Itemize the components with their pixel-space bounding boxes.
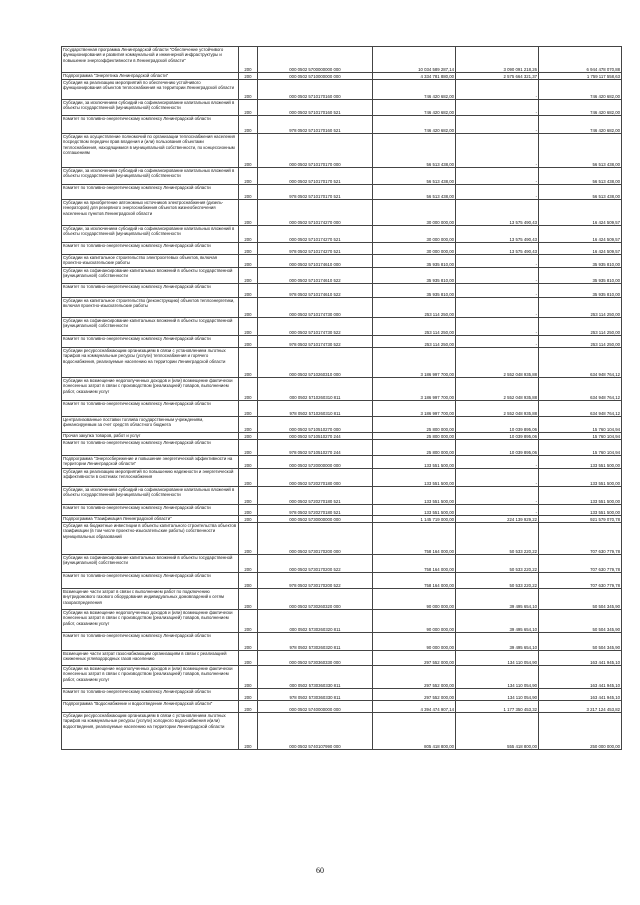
row-name-cell: Государственная программа Ленинградской области "Обеспечение устойчивого функционирования и развития коммунальной и инженерной инфраструктуры и повышение энергоэффективности в Ленинградской области" [62,47,239,73]
table-row [62,255,622,268]
table-row [62,456,622,469]
row-name-cell: Субсидии ресурсоснабжающим организациям в связи с установлением льготных тарифов на коммунальные ресурсы (услуги) теплоснабжения и горячего водоснабжения, реализуемые населению на территории Ленинградской области [62,348,239,378]
row-code-cell: 200 [239,298,258,318]
row-kbk-cell: 000 0502 5740000000 000 [258,701,373,713]
row-kbk-cell: 000 0502 5730170200 000 [258,523,373,555]
row-kbk-cell: 000 0502 5730170200 522 [258,555,373,573]
row-unexecuted-cell: 746 420 682,00 [539,100,622,116]
row-approved-cell: 133 551 500,00 [373,469,456,487]
row-approved-cell: 90 000 000,00 [373,610,456,633]
row-executed-cell: 13 575 490,43 [456,226,539,243]
table-row [62,651,622,666]
row-name-cell: Субсидии на капитальное строительство (реконструкцию) объектов теплоэнергетики, включая проектно-изыскательские работы [62,298,239,318]
row-unexecuted-cell: 15 760 104,94 [539,417,622,433]
table-row [62,516,622,523]
table-row [62,573,622,589]
row-executed-cell: 134 110 054,90 [456,666,539,689]
row-name-cell: Комитет по топливно-энергетическому комплексу Ленинградской области [62,505,239,516]
row-approved-cell: 56 513 438,00 [373,185,456,200]
row-unexecuted-cell: 634 948 764,12 [539,348,622,378]
row-name-cell: Комитет по топливно-энергетическому комплексу Ленинградской области [62,689,239,701]
row-code-cell: 200 [239,318,258,336]
row-executed-cell: 50 533 220,22 [456,573,539,589]
row-executed-cell: 2 552 048 935,88 [456,378,539,401]
row-executed-cell: 2 552 048 935,88 [456,348,539,378]
row-code-cell: 200 [239,116,258,134]
row-code-cell: 200 [239,487,258,505]
row-unexecuted-cell: 707 630 779,78 [539,573,622,589]
row-unexecuted-cell: 163 441 945,10 [539,666,622,689]
row-executed-cell: 10 039 895,06 [456,417,539,433]
table-row [62,116,622,134]
table-row [62,689,622,701]
row-unexecuted-cell: 3 217 124 453,82 [539,701,622,713]
row-kbk-cell: 000 0502 5720000000 000 [258,456,373,469]
row-unexecuted-cell: 707 630 779,78 [539,523,622,555]
row-kbk-cell: 000 0502 5710174730 000 [258,298,373,318]
table-row [62,100,622,116]
row-executed-cell: - [456,268,539,284]
row-kbk-cell: 978 0502 5710260310 811 [258,401,373,417]
row-executed-cell: 13 575 490,43 [456,243,539,255]
row-approved-cell: 25 800 000,00 [373,440,456,456]
row-executed-cell: - [456,318,539,336]
row-code-cell: 200 [239,555,258,573]
row-name-cell: Комитет по топливно-энергетическому комплексу Ленинградской области [62,284,239,298]
row-executed-cell: 134 110 054,90 [456,689,539,701]
row-name-cell: Комитет по топливно-энергетическому комплексу Ленинградской области [62,401,239,417]
row-name-cell: Субсидии на осуществление полномочий по организации теплоснабжения населения посредством передачи прав владения и (или) пользования объектами теплоснабжения, находящимися в муниципальной собственности, по концессионным соглашениям [62,134,239,168]
row-executed-cell: 39 495 654,10 [456,589,539,610]
row-unexecuted-cell: 634 948 764,12 [539,378,622,401]
row-executed-cell: 10 039 895,06 [456,440,539,456]
row-name-cell: Комитет по топливно-энергетическому комплексу Ленинградской области [62,336,239,348]
row-kbk-cell: 000 0502 5710174270 521 [258,226,373,243]
row-name-cell: Субсидии на софинансирование капитальных вложений в объекты государственной (муниципальной) собственности [62,555,239,573]
row-executed-cell: - [456,134,539,168]
table-row [62,555,622,573]
row-approved-cell: 746 420 682,00 [373,116,456,134]
row-code-cell: 200 [239,573,258,589]
row-name-cell: Субсидии на приобретение автономных источников электроснабжения (дизель-генераторов) для резервного энергоснабжения объектов жизнеобеспечения населенных пунктов Ленинградской области [62,200,239,226]
row-kbk-cell: 000 0502 5710170170 000 [258,134,373,168]
row-approved-cell: 758 164 000,00 [373,555,456,573]
row-name-cell: Субсидии, за исключением субсидий на софинансирование капитальных вложений в объекты государственной (муниципальной) собственности [62,487,239,505]
row-kbk-cell: 000 0502 5730260320 811 [258,610,373,633]
row-kbk-cell: 000 0502 5730000000 000 [258,516,373,523]
row-approved-cell: 25 800 000,00 [373,433,456,440]
row-kbk-cell: 000 0502 5710170160 521 [258,100,373,116]
row-name-cell: Комитет по топливно-энергетическому комплексу Ленинградской области [62,185,239,200]
row-code-cell: 200 [239,469,258,487]
row-unexecuted-cell: 56 513 438,00 [539,168,622,185]
row-name-cell: Субсидии на софинансирование капитальных вложений в объекты государственной (муниципальной) собственности [62,318,239,336]
row-code-cell: 200 [239,185,258,200]
row-approved-cell: 133 551 500,00 [373,487,456,505]
budget-execution-table [61,46,622,750]
row-approved-cell: 3 186 997 700,00 [373,348,456,378]
row-code-cell: 200 [239,47,258,73]
row-executed-cell: 555 418 800,00 [456,713,539,750]
table-row [62,378,622,401]
row-approved-cell: 10 034 589 287,14 [373,47,456,73]
row-executed-cell: 2 552 048 935,88 [456,401,539,417]
table-row [62,417,622,433]
row-executed-cell: - [456,168,539,185]
row-name-cell: Субсидия на реализацию мероприятий по повышению надежности и энергетической эффективности в системах теплоснабжения [62,469,239,487]
row-name-cell: Подпрограмма "Водоснабжение и водоотведение Ленинградской области" [62,701,239,713]
row-executed-cell: 50 533 220,22 [456,555,539,573]
row-executed-cell: - [456,456,539,469]
table-row [62,487,622,505]
row-unexecuted-cell: 16 424 509,57 [539,243,622,255]
row-code-cell: 200 [239,80,258,100]
row-kbk-cell: 000 0502 5730360330 811 [258,666,373,689]
row-unexecuted-cell: 16 424 509,57 [539,226,622,243]
row-kbk-cell: 978 0502 5730360330 811 [258,689,373,701]
row-name-cell: Подпрограмма "Газификация Ленинградской области" [62,516,239,523]
page-number: 60 [316,866,324,875]
row-executed-cell: 13 575 490,43 [456,200,539,226]
table-row [62,268,622,284]
row-executed-cell: - [456,284,539,298]
table-row [62,433,622,440]
row-approved-cell: 133 551 500,00 [373,505,456,516]
row-executed-cell: 3 090 091 218,26 [456,47,539,73]
row-kbk-cell: 000 0502 5720270180 521 [258,487,373,505]
row-executed-cell: - [456,80,539,100]
row-unexecuted-cell: 163 441 945,10 [539,651,622,666]
row-unexecuted-cell: 1 759 117 558,63 [539,73,622,80]
row-kbk-cell: 978 0502 5710510270 244 [258,440,373,456]
row-kbk-cell: 000 0502 5700000000 000 [258,47,373,73]
row-approved-cell: 4 394 474 907,14 [373,701,456,713]
row-executed-cell: 50 533 220,22 [456,523,539,555]
table-row [62,80,622,100]
row-approved-cell: 297 552 000,00 [373,689,456,701]
row-code-cell: 200 [239,243,258,255]
row-code-cell: 200 [239,336,258,348]
row-name-cell: Субсидии на капитальное строительство электросетевых объектов, включая проектно-изыскательские работы [62,255,239,268]
row-approved-cell: 4 334 781 880,00 [373,73,456,80]
table-row [62,336,622,348]
row-name-cell: Возмещение части затрат в связи с выполнением работ по подключению внутридомового газового оборудования индивидуальных домовладений к сетям газораспределения [62,589,239,610]
row-code-cell: 200 [239,516,258,523]
row-code-cell: 200 [239,440,258,456]
row-unexecuted-cell: 133 551 500,00 [539,469,622,487]
row-executed-cell: - [456,100,539,116]
row-unexecuted-cell: 50 504 345,90 [539,610,622,633]
row-executed-cell: 134 110 054,90 [456,651,539,666]
row-kbk-cell: 000 0502 5710174270 000 [258,200,373,226]
row-executed-cell: - [456,255,539,268]
row-kbk-cell: 000 0502 5710510270 244 [258,433,373,440]
row-unexecuted-cell: 707 630 779,78 [539,555,622,573]
table-row [62,589,622,610]
row-name-cell: Комитет по топливно-энергетическому комплексу Ленинградской области [62,116,239,134]
row-kbk-cell: 000 0502 5710174610 522 [258,268,373,284]
row-name-cell: Комитет по топливно-энергетическому комплексу Ленинградской области [62,243,239,255]
table-row [62,401,622,417]
row-approved-cell: 30 000 000,00 [373,243,456,255]
row-name-cell: Подпрограмма "Энергосбережение и повышение энергетической эффективности на территории Ленинградской области" [62,456,239,469]
row-unexecuted-cell: 133 551 500,00 [539,505,622,516]
row-code-cell: 200 [239,433,258,440]
row-approved-cell: 297 552 000,00 [373,651,456,666]
row-code-cell: 200 [239,284,258,298]
row-kbk-cell: 978 0502 5730170200 522 [258,573,373,589]
row-approved-cell: 805 418 800,00 [373,713,456,750]
table-row [62,713,622,750]
row-kbk-cell: 978 0502 5720270180 521 [258,505,373,516]
row-name-cell: Субсидия на бюджетные инвестиции в объекты капитального строительства объектов газификации (в том числе проектно-изыскательские работы) собственности муниципальных образований [62,523,239,555]
row-approved-cell: 35 935 810,00 [373,284,456,298]
row-name-cell: Возмещение части затрат газоснабжающим организациям в связи с реализацией сжиженных углеводородных газов населению [62,651,239,666]
row-unexecuted-cell: 133 551 500,00 [539,487,622,505]
row-approved-cell: 35 935 810,00 [373,255,456,268]
row-kbk-cell: 000 0502 5710510270 000 [258,417,373,433]
table-row [62,200,622,226]
row-kbk-cell: 000 0502 5740107990 000 [258,713,373,750]
row-unexecuted-cell: 163 441 945,10 [539,689,622,701]
row-code-cell: 200 [239,610,258,633]
table-row [62,523,622,555]
row-code-cell: 200 [239,73,258,80]
row-executed-cell: - [456,469,539,487]
row-approved-cell: 25 800 000,00 [373,417,456,433]
row-approved-cell: 746 420 682,00 [373,80,456,100]
row-approved-cell: 253 114 250,00 [373,298,456,318]
row-executed-cell: - [456,298,539,318]
row-code-cell: 200 [239,417,258,433]
table-row [62,284,622,298]
row-code-cell: 200 [239,456,258,469]
row-approved-cell: 56 513 438,00 [373,134,456,168]
row-approved-cell: 35 935 810,00 [373,268,456,284]
row-kbk-cell: 000 0502 5710170170 521 [258,168,373,185]
row-executed-cell: 10 039 895,06 [456,433,539,440]
row-kbk-cell: 000 0502 5710260310 811 [258,378,373,401]
row-code-cell: 200 [239,713,258,750]
row-unexecuted-cell: 56 513 438,00 [539,134,622,168]
row-name-cell: Субсидии, за исключением субсидий на софинансирование капитальных вложений в объекты государственной (муниципальной) собственности [62,226,239,243]
row-unexecuted-cell: 50 504 345,90 [539,633,622,651]
row-name-cell: Субсидии ресурсоснабжающим организациям в связи с установлением льготных тарифов на коммунальные ресурсы (услуги) холодного водоснабжения и(или) водоотведения, реализуемые населению на территории Ленинградской области [62,713,239,750]
row-executed-cell: 1 177 350 453,32 [456,701,539,713]
row-code-cell: 200 [239,226,258,243]
row-approved-cell: 3 186 997 700,00 [373,378,456,401]
row-kbk-cell: 000 0502 5710170160 000 [258,80,373,100]
row-unexecuted-cell: 16 424 509,57 [539,200,622,226]
row-unexecuted-cell: 15 760 104,94 [539,440,622,456]
row-kbk-cell: 000 0502 5730360330 000 [258,651,373,666]
row-code-cell: 200 [239,255,258,268]
row-approved-cell: 746 420 682,00 [373,100,456,116]
table-row [62,440,622,456]
row-executed-cell: 39 495 654,10 [456,610,539,633]
row-unexecuted-cell: 746 420 682,00 [539,116,622,134]
table-row [62,134,622,168]
row-kbk-cell: 978 0502 5710170170 521 [258,185,373,200]
row-code-cell: 200 [239,401,258,417]
row-name-cell: Субсидии на возмещение недополученных доходов и (или) возмещение фактически понесенных затрат в связи с производством (реализацией) товаров, выполнением работ, оказанием услуг [62,610,239,633]
row-name-cell: Комитет по топливно-энергетическому комплексу Ленинградской области [62,440,239,456]
row-approved-cell: 90 000 000,00 [373,633,456,651]
row-executed-cell: - [456,505,539,516]
row-code-cell: 200 [239,666,258,689]
row-unexecuted-cell: 35 935 810,00 [539,268,622,284]
row-approved-cell: 133 551 500,00 [373,456,456,469]
row-unexecuted-cell: 253 114 250,00 [539,318,622,336]
row-code-cell: 200 [239,200,258,226]
row-unexecuted-cell: 253 114 250,00 [539,298,622,318]
row-unexecuted-cell: 15 760 104,94 [539,433,622,440]
row-kbk-cell: 978 0502 5710174610 522 [258,284,373,298]
row-approved-cell: 758 164 000,00 [373,523,456,555]
row-code-cell: 200 [239,100,258,116]
table-row [62,633,622,651]
row-code-cell: 200 [239,348,258,378]
row-kbk-cell: 000 0502 5710174610 000 [258,255,373,268]
row-unexecuted-cell: 133 551 500,00 [539,456,622,469]
row-code-cell: 200 [239,268,258,284]
row-name-cell: Прочая закупка товаров, работ и услуг [62,433,239,440]
row-approved-cell: 297 552 000,00 [373,666,456,689]
row-code-cell: 200 [239,633,258,651]
row-code-cell: 200 [239,523,258,555]
table-row [62,505,622,516]
row-code-cell: 200 [239,701,258,713]
row-code-cell: 200 [239,168,258,185]
row-name-cell: Централизованные поставки топлива государственным учреждениям, финансируемым за счет средств областного бюджета [62,417,239,433]
table-row [62,168,622,185]
row-approved-cell: 56 513 438,00 [373,168,456,185]
row-name-cell: Субсидии на возмещение недополученных доходов и (или) возмещение фактически понесенных затрат в связи с производством (реализацией) товаров, выполнением работ, оказанием услуг [62,378,239,401]
table-row [62,666,622,689]
table-row [62,185,622,200]
table-body [62,47,622,750]
row-code-cell: 200 [239,689,258,701]
row-kbk-cell: 978 0502 5710170160 521 [258,116,373,134]
row-approved-cell: 90 000 000,00 [373,589,456,610]
row-code-cell: 200 [239,378,258,401]
row-kbk-cell: 000 0502 5710174730 522 [258,318,373,336]
row-kbk-cell: 000 0502 5710000000 000 [258,73,373,80]
row-code-cell: 200 [239,134,258,168]
row-unexecuted-cell: 250 000 000,00 [539,713,622,750]
row-kbk-cell: 978 0502 5710174730 522 [258,336,373,348]
row-kbk-cell: 000 0502 5710260310 000 [258,348,373,378]
row-executed-cell: 39 495 654,10 [456,633,539,651]
table-row [62,298,622,318]
row-name-cell: Комитет по топливно-энергетическому комплексу Ленинградской области [62,573,239,589]
row-approved-cell: 3 186 997 700,00 [373,401,456,417]
row-unexecuted-cell: 35 935 810,00 [539,255,622,268]
row-code-cell: 200 [239,505,258,516]
row-approved-cell: 253 114 250,00 [373,336,456,348]
row-executed-cell: - [456,336,539,348]
row-name-cell: Субсидии на возмещение недополученных доходов и (или) возмещение фактически понесенных затрат в связи с производством (реализацией) товаров, выполнением работ, оказанием услуг [62,666,239,689]
row-approved-cell: 30 000 000,00 [373,226,456,243]
table-row [62,610,622,633]
row-executed-cell: 2 575 664 321,37 [456,73,539,80]
table-row [62,47,622,73]
row-kbk-cell: 978 0502 5710174270 521 [258,243,373,255]
row-name-cell: Подпрограмма "Энергетика Ленинградской области" [62,73,239,80]
row-code-cell: 200 [239,589,258,610]
row-approved-cell: 1 145 719 000,00 [373,516,456,523]
row-name-cell: Комитет по топливно-энергетическому комплексу Ленинградской области [62,633,239,651]
row-kbk-cell: 000 0502 5730260320 000 [258,589,373,610]
row-name-cell: Субсидии, за исключением субсидий на софинансирование капитальных вложений в объекты государственной (муниципальной) собственности [62,100,239,116]
row-approved-cell: 30 000 000,00 [373,200,456,226]
row-unexecuted-cell: 35 935 810,00 [539,284,622,298]
row-executed-cell: - [456,185,539,200]
row-name-cell: Субсидии на софинансирование капитальных вложений в объекты государственной (муниципальной) собственности [62,268,239,284]
row-executed-cell: - [456,116,539,134]
row-executed-cell: 224 139 929,22 [456,516,539,523]
row-unexecuted-cell: 50 504 345,90 [539,589,622,610]
table-row [62,318,622,336]
row-unexecuted-cell: 921 579 070,78 [539,516,622,523]
row-unexecuted-cell: 253 114 250,00 [539,336,622,348]
table-row [62,73,622,80]
row-unexecuted-cell: 6 944 478 070,88 [539,47,622,73]
table-row [62,243,622,255]
table-row [62,348,622,378]
row-approved-cell: 253 114 250,00 [373,318,456,336]
row-unexecuted-cell: 634 948 764,12 [539,401,622,417]
row-code-cell: 200 [239,651,258,666]
row-name-cell: Субсидия на реализацию мероприятий по обеспечению устойчивого функционирования объектов теплоснабжения на территории Ленинградской области [62,80,239,100]
row-kbk-cell: 000 0502 5720270180 000 [258,469,373,487]
row-unexecuted-cell: 746 420 682,00 [539,80,622,100]
row-unexecuted-cell: 56 513 438,00 [539,185,622,200]
row-kbk-cell: 978 0502 5730260320 811 [258,633,373,651]
table-row [62,226,622,243]
row-executed-cell: - [456,487,539,505]
row-approved-cell: 758 164 000,00 [373,573,456,589]
table-row [62,701,622,713]
table-row [62,469,622,487]
row-name-cell: Субсидии, за исключением субсидий на софинансирование капитальных вложений в объекты государственной (муниципальной) собственности [62,168,239,185]
